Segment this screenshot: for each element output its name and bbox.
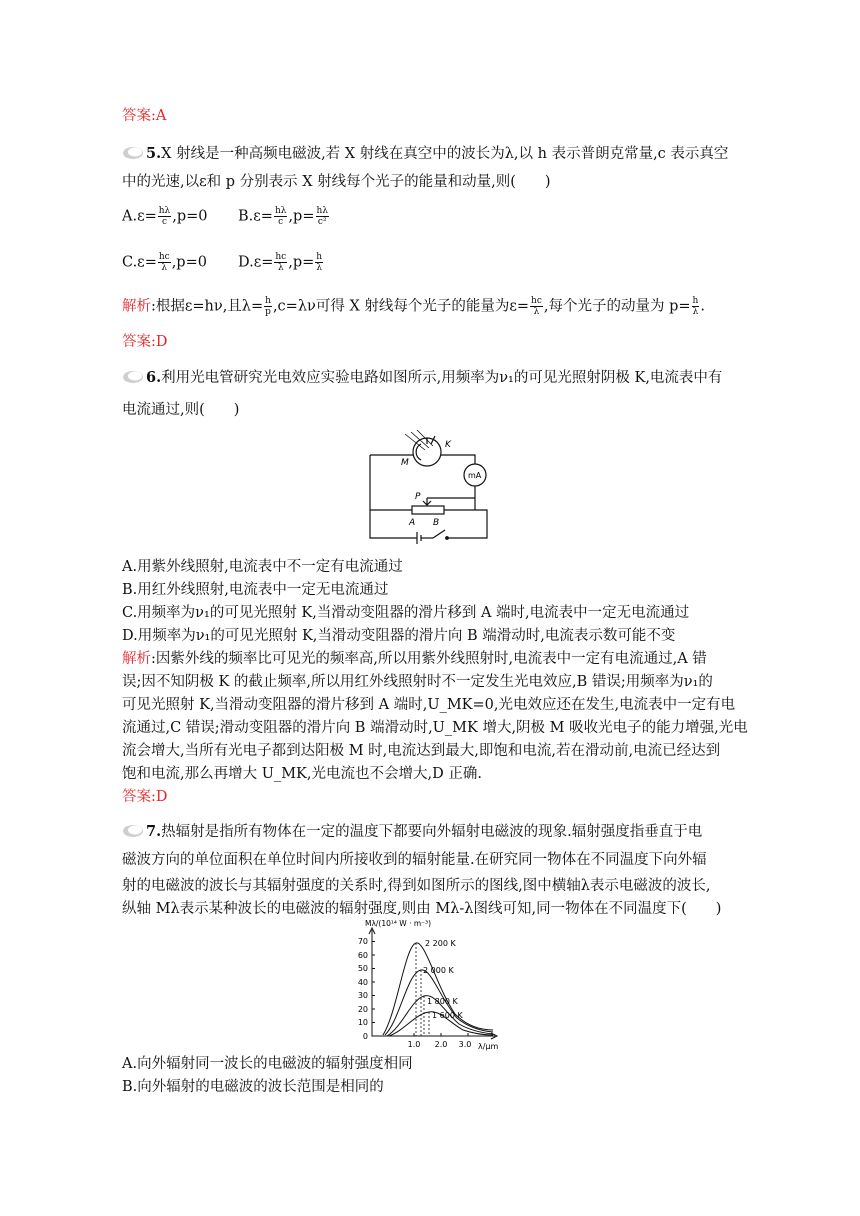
curve-label: 2 000 K xyxy=(423,966,454,975)
analysis-q6-line4: 流通过,C 错误;滑动变阻器的滑片向 B 端滑动时,U_MK 增大,阴极 M 吸收光电子的能力增强,光电 xyxy=(122,720,748,736)
analysis-q6-line6: 饱和电流,那么再增大 U_MK,光电流也不会增大,D 正确. xyxy=(122,766,482,782)
question-7-stem-l3: 射的电磁波的波长与其辐射强度的关系时,得到如图所示的图线,图中横轴λ表示电磁波的波长, xyxy=(122,878,711,894)
x-tick: 1.0 xyxy=(407,1040,421,1049)
question-text: 热辐射是指所有物体在一定的温度下都要向外辐射电磁波的现象.辐射强度指垂直于电 xyxy=(161,824,703,840)
question-marker-icon xyxy=(122,824,144,838)
question-number: 5. xyxy=(146,145,162,162)
question-5-stem xyxy=(122,144,728,164)
question-number: 6. xyxy=(146,369,162,386)
question-7-stem-l4: 纵轴 Mλ表示某种波长的电磁波的辐射强度,则由 Mλ-λ图线可知,同一物体在不同温度下( ) xyxy=(122,901,722,917)
label-a: A xyxy=(409,518,416,528)
x-tick: 2.0 xyxy=(434,1040,448,1049)
y-tick: 70 xyxy=(357,937,368,946)
curve-label: 2 200 K xyxy=(425,939,456,948)
y-tick: 60 xyxy=(357,951,368,960)
option-c: C.用频率为ν₁的可见光照射 K,当滑动变阻器的滑片移到 A 端时,电流表中一定无电流通过 xyxy=(122,605,690,621)
label-p: P xyxy=(415,492,421,502)
option-b: B.ε= $\frac{h\lambda}{c}$ ,p= $\frac{h\lambda}{\text{c²}}$ xyxy=(238,206,329,227)
answer-q4: 答案:A xyxy=(122,108,167,124)
option-a: A.向外辐射同一波长的电磁波的辐射强度相同 xyxy=(122,1056,413,1072)
option-b: B.用红外线照射,电流表中一定无电流通过 xyxy=(122,582,389,598)
photoelectric-circuit-diagram xyxy=(365,430,495,548)
y-tick: 0 xyxy=(362,1032,368,1041)
option-a: A.ε= $\frac{h\lambda}{c}$ ,p=0 xyxy=(122,206,208,227)
answer-q6: 答案:D xyxy=(122,789,168,805)
option-d: D.ε= $\frac{hc}{\lambda}$ ,p= $\frac{h}{\lambda}$ xyxy=(238,252,323,273)
question-marker-icon xyxy=(122,146,144,160)
analysis-q6-line1: 解析:因紫外线的频率比可见光的频率高,所以用紫外线照射时,电流表中一定有电流通过,A 错 xyxy=(122,651,707,667)
option-d: D.用频率为ν₁的可见光照射 K,当滑动变阻器的滑片向 B 端滑动时,电流表示数可能不变 xyxy=(122,628,676,644)
analysis-q5: 解析:根据ε=hν,且λ= $\frac{h}{p}$ ,c=λν可得 X 射线每个光子的能量为ε= $\frac{hc}{\lambda}$ ,每个光子的动量为 p= $\frac{h}{\lambda}$ . xyxy=(122,296,705,317)
answer-q5: 答案:D xyxy=(122,334,168,350)
label-k: K xyxy=(445,440,451,450)
option-b: B.向外辐射的电磁波的波长范围是相同的 xyxy=(122,1079,384,1095)
x-tick: 3.0 xyxy=(458,1040,472,1049)
y-tick: 40 xyxy=(357,978,368,987)
curve-label: 1 600 K xyxy=(432,1011,463,1020)
question-7-stem-l2: 磁波方向的单位面积在单位时间内所接收到的辐射能量.在研究同一物体在不同温度下向外辐 xyxy=(122,852,707,868)
question-6-stem xyxy=(122,368,722,388)
y-tick: 20 xyxy=(357,1005,368,1014)
curve-label: 1 800 K xyxy=(427,997,458,1006)
radiation-intensity-chart xyxy=(345,918,505,1052)
label-ma: mA xyxy=(468,471,482,480)
question-5-stem-cont: 中的光速,以ε和 p 分别表示 X 射线每个光子的能量和动量,则( ) xyxy=(122,174,551,190)
label-m: M xyxy=(401,458,409,468)
question-7-stem xyxy=(122,822,702,842)
y-tick: 50 xyxy=(357,964,368,973)
question-text: X 射线是一种高频电磁波,若 X 射线在真空中的波长为λ,以 h 表示普朗克常量,c 表示真空 xyxy=(161,146,729,162)
question-6-stem-cont: 电流通过,则( ) xyxy=(122,402,240,418)
option-a: A.用紫外线照射,电流表中不一定有电流通过 xyxy=(122,559,403,575)
analysis-q6-line5: 流会增大,当所有光电子都到达阳极 M 时,电流达到最大,即饱和电流,若在滑动前,电流已经达到 xyxy=(122,743,721,759)
chart-y-axis-label: Mλ/(10¹⁴ W · m⁻³) xyxy=(365,919,432,928)
y-tick: 30 xyxy=(357,991,368,1000)
option-c: C.ε= $\frac{hc}{\lambda}$ ,p=0 xyxy=(122,252,207,273)
y-tick: 10 xyxy=(357,1018,368,1027)
question-text: 利用光电管研究光电效应实验电路如图所示,用频率为ν₁的可见光照射阴极 K,电流表中有 xyxy=(161,370,723,386)
question-number: 7. xyxy=(146,823,162,840)
chart-x-axis-label: λ/μm xyxy=(478,1042,499,1051)
label-b: B xyxy=(433,518,440,528)
analysis-q6-line2: 误;因不知阴极 K 的截止频率,所以用红外线照射时不一定发生光电效应,B 错误;用频率为ν₁的 xyxy=(122,674,713,690)
analysis-q6-line3: 可见光照射 K,当滑动变阻器的滑片移到 A 端时,U_MK=0,光电效应还在发生,电流表中一定有电 xyxy=(122,697,736,713)
question-marker-icon xyxy=(122,370,144,384)
